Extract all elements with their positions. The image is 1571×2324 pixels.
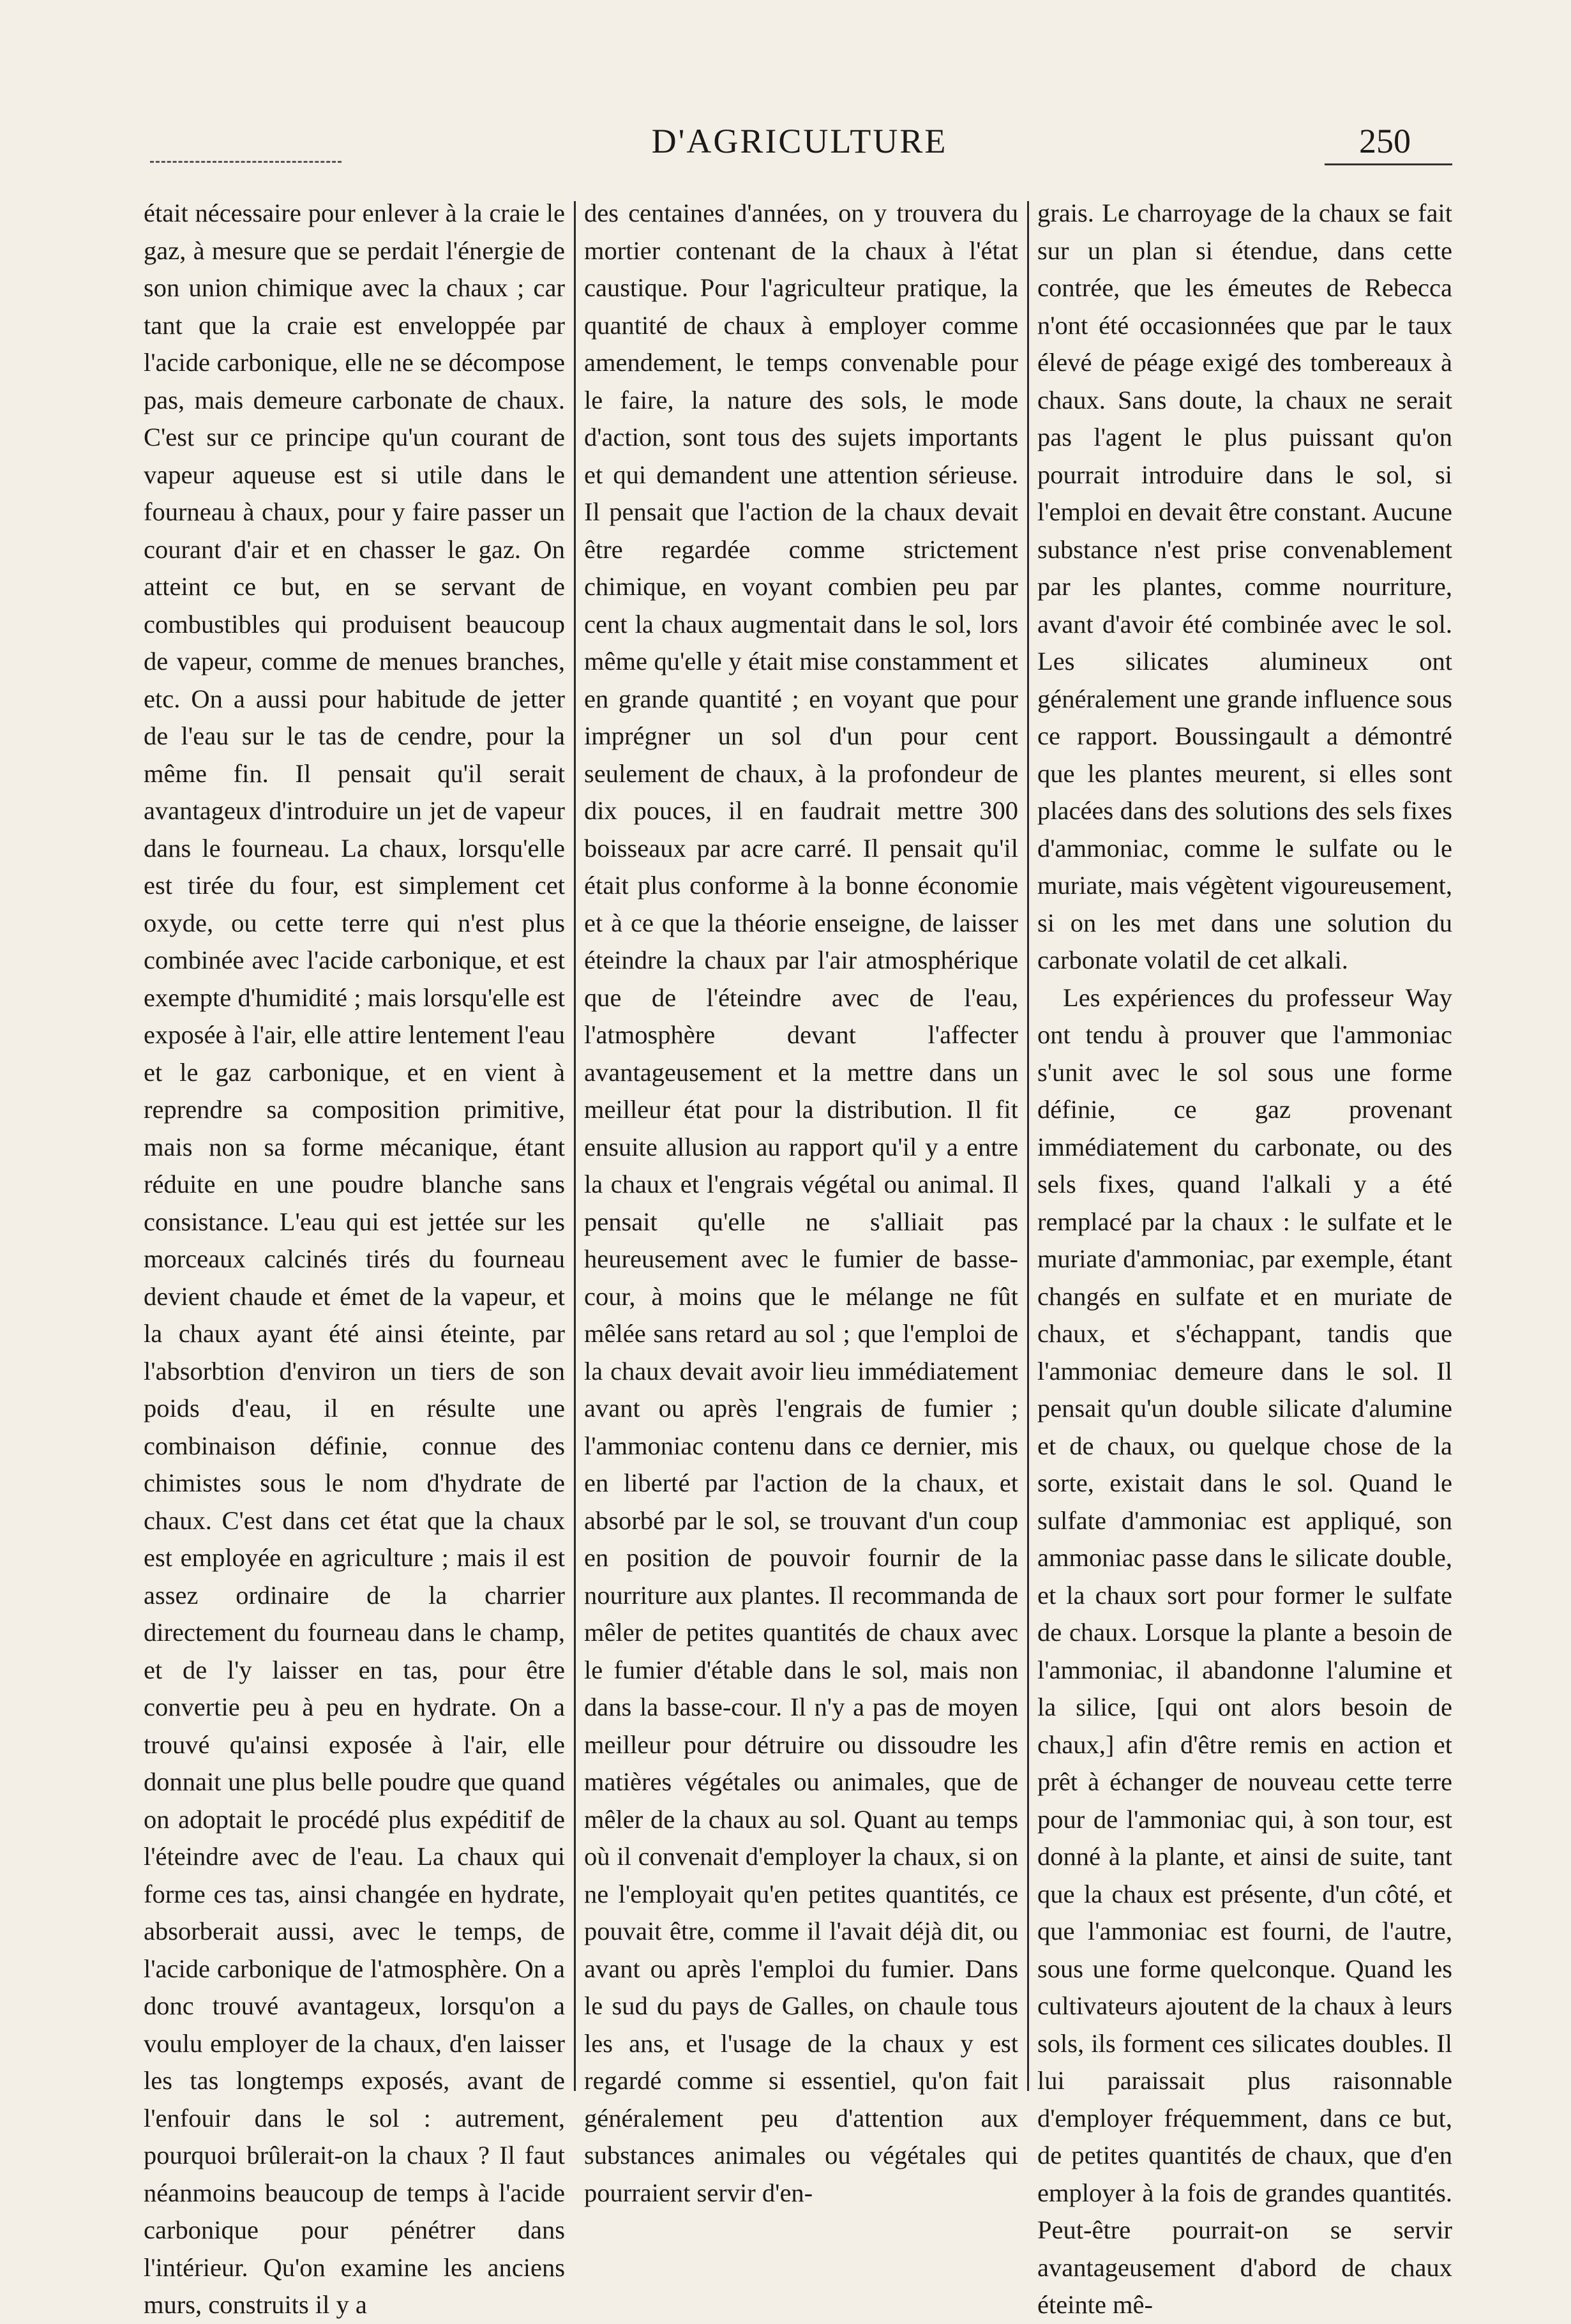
column-divider-2 — [1027, 201, 1029, 2091]
column-1 — [144, 195, 565, 2319]
page-header — [150, 121, 1449, 172]
column-3-paragraph-1: grais. Le charroyage de la chaux se fait sur un plan si étendue, dans cette contrée, que les émeutes de Rebecca n'ont été occasionnées que par le taux élevé de péage exigé des tombereaux à chaux. Sans doute, la chaux ne serait pas l'agent le plus puissant qu'on pourrait introduire dans le sol, si l'emploi en devait être constant. Aucune substance n'est prise convenablement par les plantes, comme nourriture, avant d'avoir été combinée avec le sol. Les silicates alumineux ont généralement une grande influence sous ce rapport. Boussingault a démontré que les plantes meurent, si elles sont placées dans des solutions des sels fixes d'ammoniac, comme le sulfate ou le muriate, mais végètent vigoureusement, si on les met dans une solution du carbonate volatil de cet alkali. — [1037, 199, 1452, 974]
column-3 — [1037, 195, 1452, 2319]
header-rule-left — [150, 161, 342, 163]
column-3-paragraph-2: Les expériences du professeur Way ont tendu à prouver que l'ammoniac s'unit avec le sol sous une forme définie, ce gaz provenant immédiatement du carbonate, ou des sels fixes, quand l'alkali y a été remplacé par la chaux : le sulfate et le muriate d'ammoniac, par exemple, étant changés en sulfate et en muriate de chaux, et s'échappant, tandis que l'ammoniac demeure dans le sol. Il pensait qu'un double silicate d'alumine et de chaux, ou quelque chose de la sorte, existait dans le sol. Quand le sulfate d'ammoniac est appliqué, son ammoniac passe dans le silicate double, et la chaux sort pour former le sulfate de chaux. Lorsque la plante a besoin de l'ammoniac, il abandonne l'alumine et la silice, [qui ont alors besoin de chaux,] afin d'être remis en action et prêt à échanger de nouveau cette terre pour de l'ammoniac qui, à son tour, est donné à la plante, et ainsi de suite, tant que la chaux est présente, d'un côté, et que l'ammoniac est fourni, de l'autre, sous une forme quelconque. Quand les cultivateurs ajoutent de la chaux à leurs sols, ils forment ces silicates doubles. Il lui paraissait plus raisonnable d'employer fréquemment, dans ce but, de petites quantités de chaux, que d'en employer à la fois de grandes quantités. Peut-être pourrait-on se servir avantageusement d'abord de chaux éteinte mê- — [1037, 983, 1452, 2319]
column-2 — [584, 195, 1018, 2207]
column-divider-1 — [574, 201, 576, 2091]
text-columns — [144, 195, 1452, 2319]
column-2-paragraph-1: des centaines d'années, on y trouvera du mortier contenant de la chaux à l'état caustique. Pour l'agriculteur pratique, la quantité de chaux à employer comme amendement, le temps convenable pour le faire, la nature des sols, le mode d'action, sont tous des sujets importants et qui demandent une attention sérieuse. Il pensait que l'action de la chaux devait être regardée comme strictement chimique, en voyant combien peu par cent la chaux augmentait dans le sol, lors même qu'elle y était mise constamment et en grande quantité ; en voyant que pour imprégner un sol d'un pour cent seulement de chaux, à la profondeur de dix pouces, il en faudrait mettre 300 boisseaux par acre carré. Il pensait qu'il était plus conforme à la bonne économie et à ce que la théorie enseigne, de laisser éteindre la chaux par l'air atmosphérique que de l'éteindre avec de l'eau, l'atmosphère devant l'affecter avantageusement et la mettre dans un meilleur état pour la distribution. Il fit ensuite allusion au rapport qu'il y a entre la chaux et l'engrais végétal ou animal. Il pensait qu'elle ne s'alliait pas heureusement avec le fumier de basse-cour, à moins que le mélange ne fût mêlée sans retard au sol ; que l'emploi de la chaux devait avoir lieu immédiatement avant ou après l'engrais de fumier ; l'ammoniac contenu dans ce dernier, mis en liberté par l'action de la chaux, et absorbé par le sol, se trouvant d'un coup en position de pouvoir fournir de la nourriture aux plantes. Il recommanda de mêler de petites quantités de chaux avec le fumier d'étable dans le sol, mais non dans la basse-cour. Il n'y a pas de moyen meilleur pour détruire ou dissoudre les matières végétales ou animales, que de mêler de la chaux au sol. Quant au temps où il convenait d'employer la chaux, si on ne l'employait qu'en petites quantités, ce pouvait être, comme il l'avait déjà dit, ou avant ou après l'emploi du fumier. Dans le sud du pays de Galles, on chaule tous les ans, et l'usage de la chaux y est regardé comme si essentiel, qu'on fait généralement peu d'attention aux substances animales ou végétales qui pourraient servir d'en- — [584, 199, 1018, 2207]
header-rule-right — [1325, 163, 1452, 165]
page-number: 250 — [1359, 122, 1411, 160]
running-title: D'AGRICULTURE — [651, 122, 948, 160]
column-1-paragraph-1: était nécessaire pour enlever à la craie le gaz, à mesure que se perdait l'énergie de son union chimique avec la chaux ; car tant que la craie est enveloppée par l'acide carbonique, elle ne se décompose pas, mais demeure carbonate de chaux. C'est sur ce principe qu'un courant de vapeur aqueuse est si utile dans le fourneau à chaux, pour y faire passer un courant d'air et en chasser le gaz. On atteint ce but, en se servant de combustibles qui produisent beaucoup de vapeur, comme de menues branches, etc. On a aussi pour habitude de jetter de l'eau sur le tas de cendre, pour la même fin. Il pensait qu'il serait avantageux d'introduire un jet de vapeur dans le fourneau. La chaux, lorsqu'elle est tirée du four, est simplement cet oxyde, ou cette terre qui n'est plus combinée avec l'acide carbonique, et est exempte d'humidité ; mais lorsqu'elle est exposée à l'air, elle attire lentement l'eau et le gaz carbonique, et en vient à reprendre sa composition primitive, mais non sa forme mécanique, étant réduite en une poudre blanche sans consistance. L'eau qui est jettée sur les morceaux calcinés tirés du fourneau devient chaude et émet de la vapeur, et la chaux ayant été ainsi éteinte, par l'absorbtion d'environ un tiers de son poids d'eau, il en résulte une combinaison définie, connue des chimistes sous le nom d'hydrate de chaux. C'est dans cet état que la chaux est employée en agriculture ; mais il est assez ordinaire de la charrier directement du fourneau dans le champ, et de l'y laisser en tas, pour être convertie peu à peu en hydrate. On a trouvé qu'ainsi exposée à l'air, elle donnait une plus belle poudre que quand on adoptait le procédé plus expéditif de l'éteindre avec de l'eau. La chaux qui forme ces tas, ainsi changée en hydrate, absorberait aussi, avec le temps, de l'acide carbonique de l'atmosphère. On a donc trouvé avantageux, lorsqu'on a voulu employer de la chaux, d'en laisser les tas longtemps exposés, avant de l'enfouir dans le sol : autrement, pourquoi brûlerait-on la chaux ? Il faut néanmoins beaucoup de temps à l'acide carbonique pour pénétrer dans l'intérieur. Qu'on examine les anciens murs, construits il y a — [144, 199, 565, 2319]
